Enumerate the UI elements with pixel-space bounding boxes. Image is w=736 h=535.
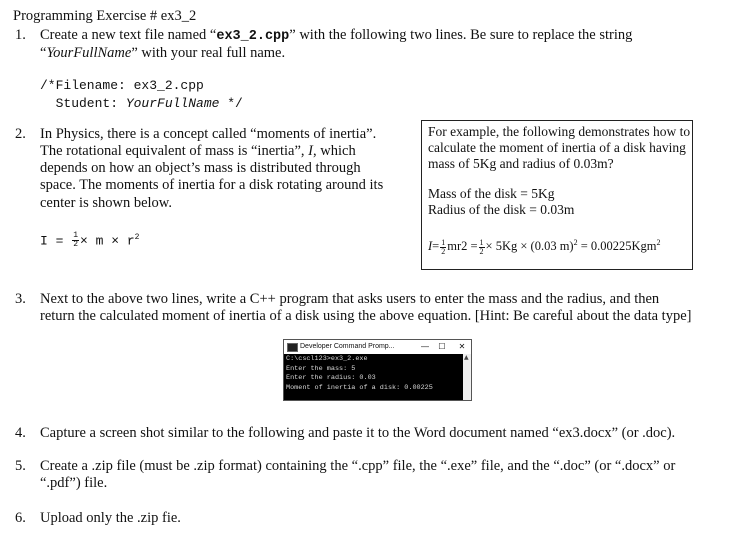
item-2-line-5: center is shown below. — [40, 195, 172, 211]
calc-mr2: mr2 = — [447, 239, 478, 254]
your-full-name: YourFullName — [46, 45, 132, 61]
filename-code: ex3_2.cpp — [216, 29, 290, 44]
item-1-text-pre: Create a new text file named “ — [40, 27, 217, 43]
formula-rest: × m × r — [80, 233, 135, 249]
formula-exponent: 2 — [134, 233, 140, 242]
scroll-up-icon[interactable]: ▲ — [464, 354, 469, 361]
close-button[interactable]: ✕ — [458, 342, 466, 351]
example-radius: Radius of the disk = 0.03m — [428, 202, 575, 217]
item-2-line-2-pre: The rotational equivalent of mass is “inertia”, — [40, 143, 309, 159]
code-line-2-pre: Student: — [40, 96, 126, 111]
example-box — [421, 120, 693, 270]
item-3-number: 3. — [15, 291, 26, 307]
item-5-line-2: “.pdf”) file. — [40, 475, 108, 491]
item-2-line-1: In Physics, there is a concept called “moments of inertia”. — [40, 126, 377, 142]
calc-mid: × 5Kg × (0.03 m) — [485, 239, 574, 254]
inertia-formula — [40, 229, 139, 250]
maximize-button[interactable]: ☐ — [438, 342, 446, 351]
formula-fraction — [72, 232, 79, 249]
calc-lhs: I — [428, 239, 433, 254]
calc-frac-1 — [440, 239, 446, 256]
calc-exp-1: 2 — [573, 238, 578, 247]
item-6-line-1: Upload only the .zip fie. — [40, 510, 181, 526]
console-app-icon — [287, 343, 298, 352]
item-4-line-1: Capture a screen shot similar to the following and paste it to the Word document named “ex3.docx” (or .doc). — [40, 425, 676, 441]
formula-frac-num: 1 — [73, 231, 79, 241]
example-calculation — [428, 235, 686, 256]
calc-frac-1-den: 2 — [441, 246, 446, 256]
calc-frac-1-num: 1 — [441, 237, 446, 247]
console-titlebar[interactable] — [284, 340, 471, 354]
calc-eq: = — [432, 239, 440, 254]
item-2-line-2-post: , which — [313, 143, 356, 159]
item-2-line-2 — [40, 143, 356, 161]
formula-lhs: I = — [40, 233, 64, 249]
example-mass: Mass of the disk = 5Kg — [428, 186, 555, 201]
code-line-1: /*Filename: ex3_2.cpp — [40, 78, 204, 93]
console-line-4: Moment of inertia of a disk: 0.00225 — [286, 383, 433, 392]
item-5-number: 5. — [15, 458, 26, 474]
item-2-line-4: space. The moments of inertia for a disk rotating around its — [40, 177, 384, 193]
calc-result: = 0.00225Kgm — [577, 239, 657, 254]
console-line-1: C:\cscl123>ex3_2.exe — [286, 355, 368, 363]
console-line-3: Enter the radius: 0.03 — [286, 374, 376, 382]
item-6-number: 6. — [15, 510, 26, 526]
exercise-title: Programming Exercise # ex3_2 — [13, 8, 197, 24]
item-1-line-1 — [40, 27, 632, 46]
console-output — [286, 355, 461, 400]
calc-frac-2 — [479, 239, 485, 256]
console-scrollbar[interactable] — [463, 354, 471, 400]
item-1-text-post: ” with the following two lines. Be sure to replace the string — [289, 27, 633, 43]
code-comment-block — [40, 77, 243, 113]
code-line-2-post: */ — [219, 96, 243, 111]
item-4-number: 4. — [15, 425, 26, 441]
console-window[interactable] — [283, 339, 472, 401]
example-intro-2: calculate the moment of inertia of a disk having — [428, 140, 686, 155]
inertia-symbol: I — [308, 143, 314, 159]
item-3-line-1: Next to the above two lines, write a C++ program that asks users to enter the mass and the radius, and then — [40, 291, 660, 307]
item-2-line-3: depends on how an object’s mass is distributed through — [40, 160, 361, 176]
minimize-button[interactable]: — — [421, 342, 429, 351]
item-1-number: 1. — [15, 27, 26, 43]
calc-frac-2-den: 2 — [479, 246, 484, 256]
code-student-name: YourFullName — [125, 96, 220, 111]
item-1-line-2 — [40, 45, 285, 63]
console-line-2: Enter the mass: 5 — [286, 364, 356, 373]
formula-frac-den: 2 — [73, 240, 79, 250]
quote-open: “ — [40, 45, 47, 61]
calc-exp-2: 2 — [656, 238, 661, 247]
item-2-number: 2. — [15, 126, 26, 142]
console-title: Developer Command Promp... — [300, 343, 395, 350]
item-3-line-2: return the calculated moment of inertia of a disk using the above equation. [Hint: Be careful about the data type] — [40, 308, 692, 324]
item-5-line-1: Create a .zip file (must be .zip format) containing the “.cpp” file, the “.exe” file, and the “.doc” (or “.docx” or — [40, 458, 676, 474]
example-intro-3: mass of 5Kg and radius of 0.03m? — [428, 156, 614, 171]
calc-frac-2-num: 1 — [479, 237, 484, 247]
item-1-line-2-post: ” with your real full name. — [131, 45, 286, 61]
example-intro-1: For example, the following demonstrates how to — [428, 124, 691, 139]
